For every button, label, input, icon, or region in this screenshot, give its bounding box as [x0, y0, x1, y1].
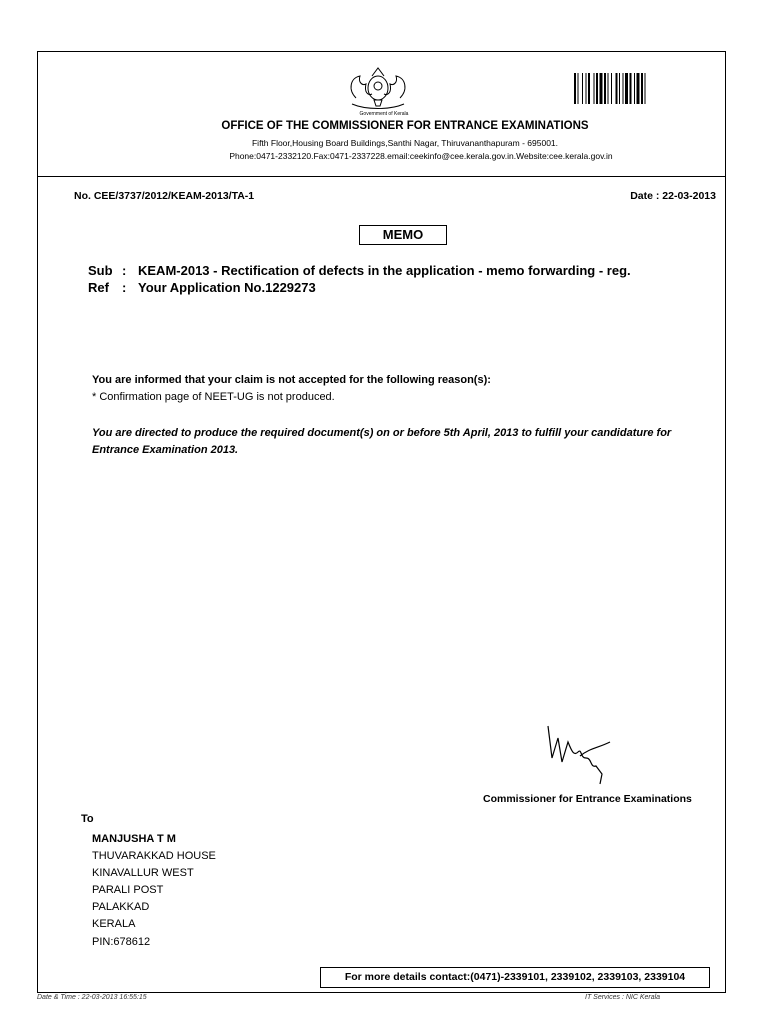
header-divider	[37, 176, 726, 177]
office-contact-line: Phone:0471-2332120.Fax:0471-2337228.email:ceekinfo@cee.kerala.gov.in.Website:cee.kerala.gov.in	[229, 151, 613, 161]
ref-label: Ref	[88, 280, 109, 295]
address-line-2: KINAVALLUR WEST	[92, 867, 194, 879]
directed-statement: You are directed to produce the required document(s) on or before 5th April, 2013 to fulfill your candidature for Entrance Examination 2013.	[92, 427, 672, 456]
contact-details-box: For more details contact:(0471)-2339101, 2339102, 2339103, 2339104	[320, 967, 710, 988]
reference-number: No. CEE/3737/2012/KEAM-2013/TA-1	[74, 190, 255, 202]
subject-separator: :	[122, 263, 127, 278]
subject-text: KEAM-2013 - Rectification of defects in the application - memo forwarding - reg.	[138, 263, 631, 278]
address-line-3: PARALI POST	[92, 884, 164, 896]
signature-icon	[540, 718, 620, 788]
address-line-1: THUVARAKKAD HOUSE	[92, 850, 216, 862]
to-label: To	[81, 813, 94, 825]
informed-statement: You are informed that your claim is not accepted for the following reason(s):	[92, 374, 491, 386]
government-label: Government of Kerala	[359, 111, 409, 117]
reason-item: * Confirmation page of NEET-UG is not produced.	[92, 391, 335, 403]
signatory-title: Commissioner for Entrance Examinations	[483, 793, 692, 805]
barcode-icon	[574, 73, 704, 104]
address-line-6: PIN:678612	[92, 936, 151, 948]
address-line-5: KERALA	[92, 918, 136, 930]
office-title: OFFICE OF THE COMMISSIONER FOR ENTRANCE EXAMINATIONS	[221, 120, 589, 132]
kerala-emblem-icon	[346, 64, 410, 112]
ref-text: Your Application No.1229273	[138, 280, 316, 295]
ref-line	[88, 280, 316, 295]
subject-label: Sub	[88, 263, 113, 278]
address-line-4: PALAKKAD	[92, 901, 150, 913]
footer-services: IT Services : NIC Kerala	[585, 994, 661, 1001]
office-address: Fifth Floor,Housing Board Buildings,Santhi Nagar, Thiruvananthapuram - 695001.	[251, 138, 559, 148]
subject-line	[88, 263, 631, 278]
ref-separator: :	[122, 280, 127, 295]
recipient-name: MANJUSHA T M	[92, 833, 176, 845]
memo-title: MEMO	[359, 225, 447, 245]
memo-date: Date : 22-03-2013	[630, 190, 716, 202]
footer-datetime: Date & Time : 22-03-2013 16:55:15	[37, 994, 147, 1001]
